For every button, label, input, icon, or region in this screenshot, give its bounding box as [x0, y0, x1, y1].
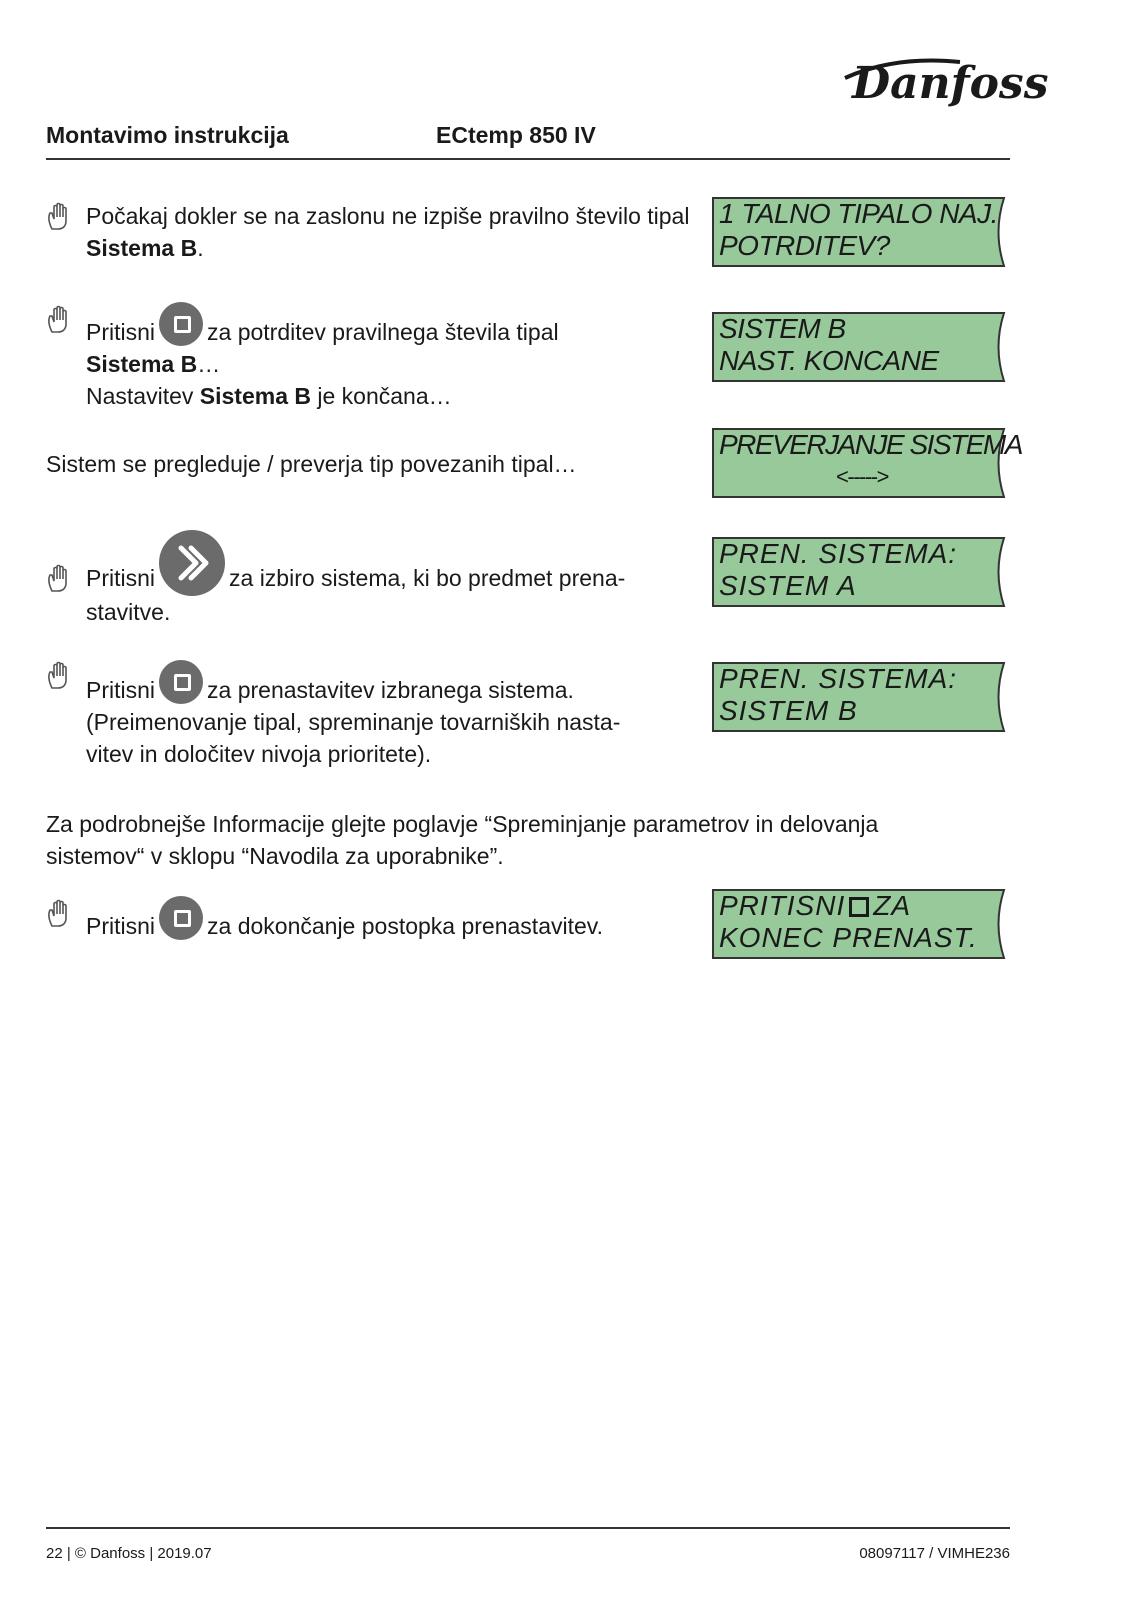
hand-icon	[46, 565, 76, 593]
footer-divider	[46, 1527, 1010, 1529]
lcd-display: PRITISNI ZA KONEC PRENAST.	[711, 888, 1011, 960]
lcd-display: PREN. SISTEMA: SISTEM A	[711, 536, 1011, 608]
hand-icon	[46, 900, 76, 928]
step-6-text: Pritisni za dokončanje postopka prenastavitev.	[86, 896, 696, 942]
forward-button-icon	[159, 530, 225, 596]
square-icon	[849, 897, 869, 917]
danfoss-logo	[840, 40, 1049, 115]
step-1-text: Počakaj dokler se na zaslonu ne izpiše pravilno število tipal Sistema B.	[86, 203, 690, 261]
step-3-text: Sistem se pregleduje / preverja tip povezanih tipal…	[46, 451, 577, 477]
hand-icon	[46, 662, 76, 690]
step-2-text: Pritisni za potrditev pravilnega števila tipal Sistema B… Nastavitev Sistema B je končana…	[86, 302, 696, 412]
product-name: ECtemp 850 IV	[436, 122, 596, 148]
footer-page-info: 22 | © Danfoss | 2019.07	[46, 1545, 212, 1562]
svg-text:Danfoss: Danfoss	[852, 58, 1049, 109]
step-4-text: Pritisni za izbiro sistema, ki bo predmet prena- stavitve.	[86, 530, 696, 628]
hand-icon	[46, 306, 76, 334]
header-divider	[46, 158, 1010, 160]
lcd-display: PREN. SISTEMA: SISTEM B	[711, 661, 1011, 733]
footer-doc-code: 08097117 / VIMHE236	[859, 1545, 1010, 1562]
lcd-display: PREVERJANJE SISTEMA <----->	[711, 427, 1011, 499]
info-paragraph: Za podrobnejše Informacije glejte poglavje “Spreminjanje parametrov in delovanja sistemov“ v sklopu “Navodila za uporabnike”.	[46, 811, 879, 869]
ok-button-icon	[159, 896, 203, 940]
lcd-display: SISTEM B NAST. KONCANE	[711, 311, 1011, 383]
step-5-text: Pritisni za prenastavitev izbranega sistema. (Preimenovanje tipal, spreminanje tovarniških nasta- vitev in določitev nivoja prioritete).	[86, 660, 696, 770]
document-title: Montavimo instrukcija	[46, 122, 289, 148]
ok-button-icon	[159, 302, 203, 346]
ok-button-icon	[159, 660, 203, 704]
lcd-display: 1 TALNO TIPALO NAJ. POTRDITEV?	[711, 196, 1011, 268]
hand-icon	[46, 203, 76, 231]
